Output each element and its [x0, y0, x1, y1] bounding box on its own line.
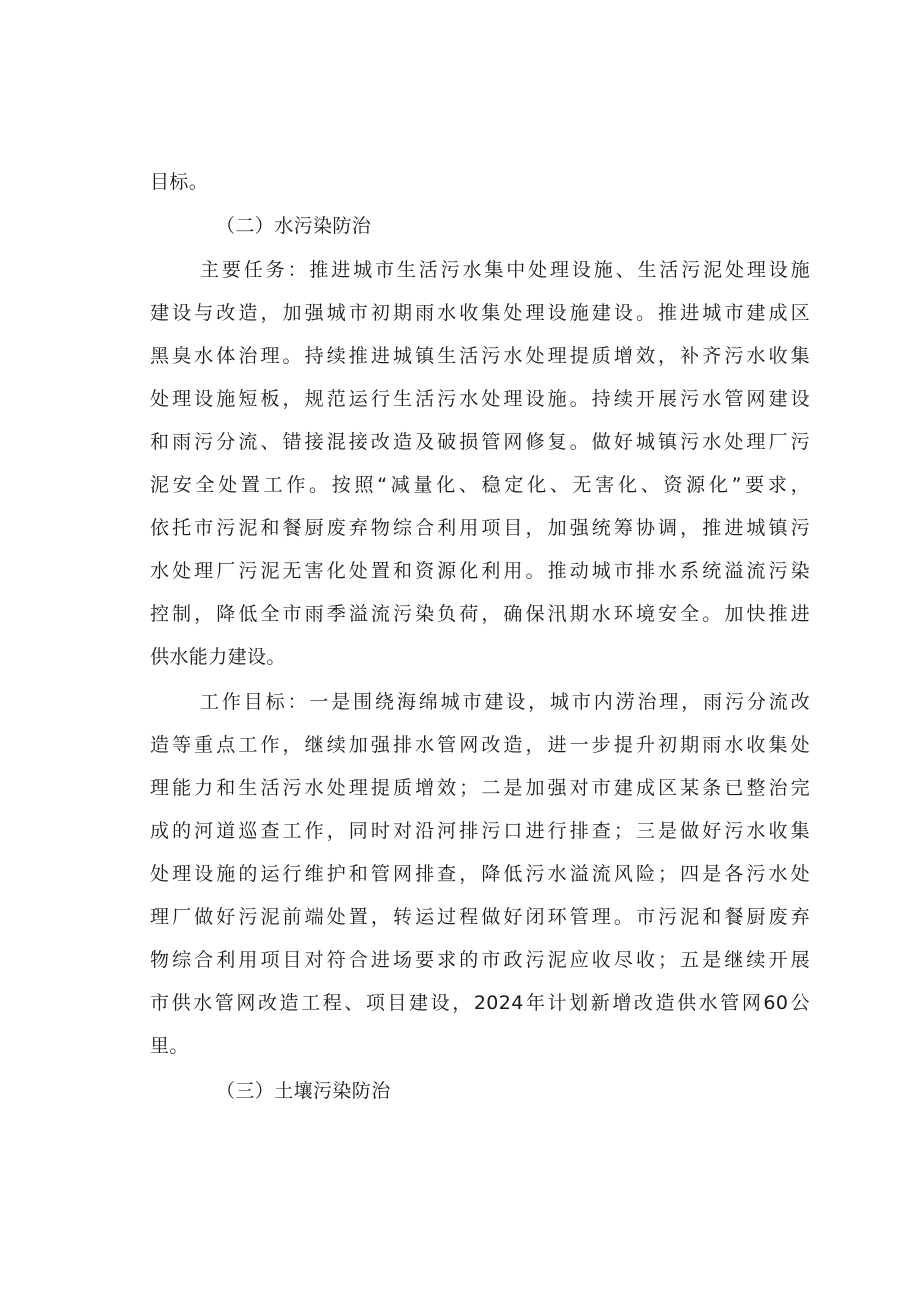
tasks-line: 建设与改造，加强城市初期雨水收集处理设施建设。推进城市建成区: [150, 302, 810, 324]
tasks-line: 主要任务：推进城市生活污水集中处理设施、生活污泥处理设施: [200, 259, 810, 281]
section-heading-water-pollution: （二）水污染防治: [216, 215, 372, 237]
tasks-line: 泥安全处置工作。按照“减量化、稳定化、无害化、资源化”要求，: [150, 474, 810, 496]
goals-line: 成的河道巡查工作，同时对沿河排污口进行排查；三是做好污水收集: [150, 820, 810, 842]
tasks-line: 黑臭水体治理。持续推进城镇生活污水处理提质增效，补齐污水收集: [150, 345, 810, 367]
tasks-line: 水处理厂污泥无害化处置和资源化利用。推动城市排水系统溢流污染: [150, 560, 810, 582]
goals-line: 工作目标：一是围绕海绵城市建设，城市内涝治理，雨污分流改: [200, 691, 810, 713]
goals-line: 里。: [150, 1035, 189, 1057]
section-heading-soil-pollution: （三）土壤污染防治: [216, 1080, 391, 1102]
goals-line: 理厂做好污泥前端处置，转运过程做好闭环管理。市污泥和餐厨废弃: [150, 906, 810, 928]
continuation-text: 目标。: [150, 171, 209, 193]
tasks-line: 和雨污分流、错接混接改造及破损管网修复。做好城镇污水处理厂污: [150, 431, 810, 453]
goals-line: 市供水管网改造工程、项目建设，2024年计划新增改造供水管网60公: [150, 992, 810, 1014]
goals-line: 理能力和生活污水处理提质增效；二是加强对市建成区某条已整治完: [150, 777, 810, 799]
goals-line: 造等重点工作，继续加强排水管网改造，进一步提升初期雨水收集处: [150, 734, 810, 756]
goals-line: 物综合利用项目对符合进场要求的市政污泥应收尽收；五是继续开展: [150, 949, 810, 971]
tasks-line: 处理设施短板，规范运行生活污水处理设施。持续开展污水管网建设: [150, 388, 810, 410]
tasks-line: 供水能力建设。: [150, 646, 286, 668]
goals-line: 处理设施的运行维护和管网排查，降低污水溢流风险；四是各污水处: [150, 863, 810, 885]
tasks-line: 依托市污泥和餐厨废弃物综合利用项目，加强统筹协调，推进城镇污: [150, 517, 810, 539]
tasks-line: 控制，降低全市雨季溢流污染负荷，确保汛期水环境安全。加快推进: [150, 603, 810, 625]
